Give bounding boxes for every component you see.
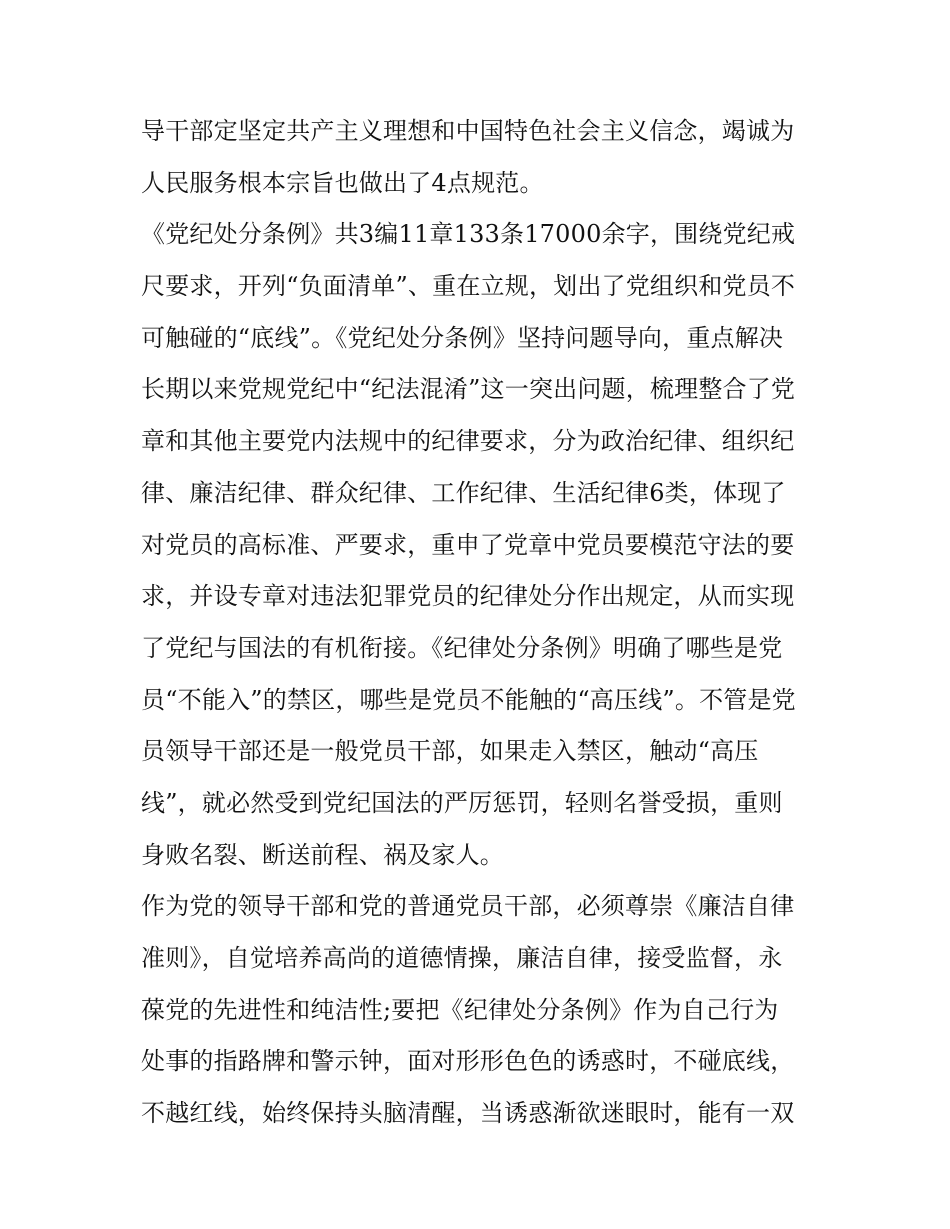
- text-line: 可触碰的“底线”。《党纪处分条例》坚持问题导向，重点解决: [141, 323, 784, 352]
- text-line: 处事的指路牌和警示钟，面对形形色色的诱惑时，不碰底线，: [141, 1047, 795, 1076]
- text-line: 身败名裂、断送前程、祸及家人。: [141, 840, 504, 869]
- text-line: 人民服务根本宗旨也做出了4点规范。: [141, 168, 544, 197]
- text-line: 对党员的高标准、严要求，重申了党章中党员要模范守法的要: [141, 530, 795, 559]
- text-line: 员“不能入”的禁区，哪些是党员不能触的“高压线”。不管是党: [141, 685, 796, 714]
- text-line: 了党纪与国法的有机衔接。《纪律处分条例》明确了哪些是党: [141, 633, 783, 662]
- text-line: 章和其他主要党内法规中的纪律要求，分为政治纪律、组织纪: [141, 427, 795, 456]
- body-text: [141, 106, 811, 1140]
- text-line: 作为党的领导干部和党的普通党员干部，必须尊崇《廉洁自律: [141, 892, 795, 921]
- text-line: 葆党的先进性和纯洁性;要把《纪律处分条例》作为自己行为: [141, 995, 779, 1024]
- text-line: 准则》，自觉培养高尚的道德情操，廉洁自律，接受监督，永: [141, 944, 783, 972]
- text-line: 长期以来党规党纪中“纪法混淆”这一突出问题，梳理整合了党: [141, 375, 796, 404]
- text-line: 员领导干部还是一般党员干部，如果走入禁区，触动“高压: [141, 737, 759, 766]
- text-line: 尺要求，开列“负面清单”、重在立规，划出了党组织和党员不: [141, 272, 796, 301]
- text-line: 《党纪处分条例》共3编11章133条17000余字，围绕党纪戒: [141, 220, 796, 249]
- text-line: 导干部定坚定共产主义理想和中国特色社会主义信念，竭诚为: [141, 117, 795, 145]
- text-line: 律、廉洁纪律、群众纪律、工作纪律、生活纪律6类，体现了: [141, 478, 786, 507]
- text-line: 线”，就必然受到党纪国法的严厉惩罚，轻则名誉受损，重则: [141, 788, 783, 817]
- text-line: 求，并设专章对违法犯罪党员的纪律处分作出规定，从而实现: [141, 582, 795, 611]
- text-line: 不越红线，始终保持头脑清醒，当诱惑渐欲迷眼时，能有一双: [141, 1099, 795, 1128]
